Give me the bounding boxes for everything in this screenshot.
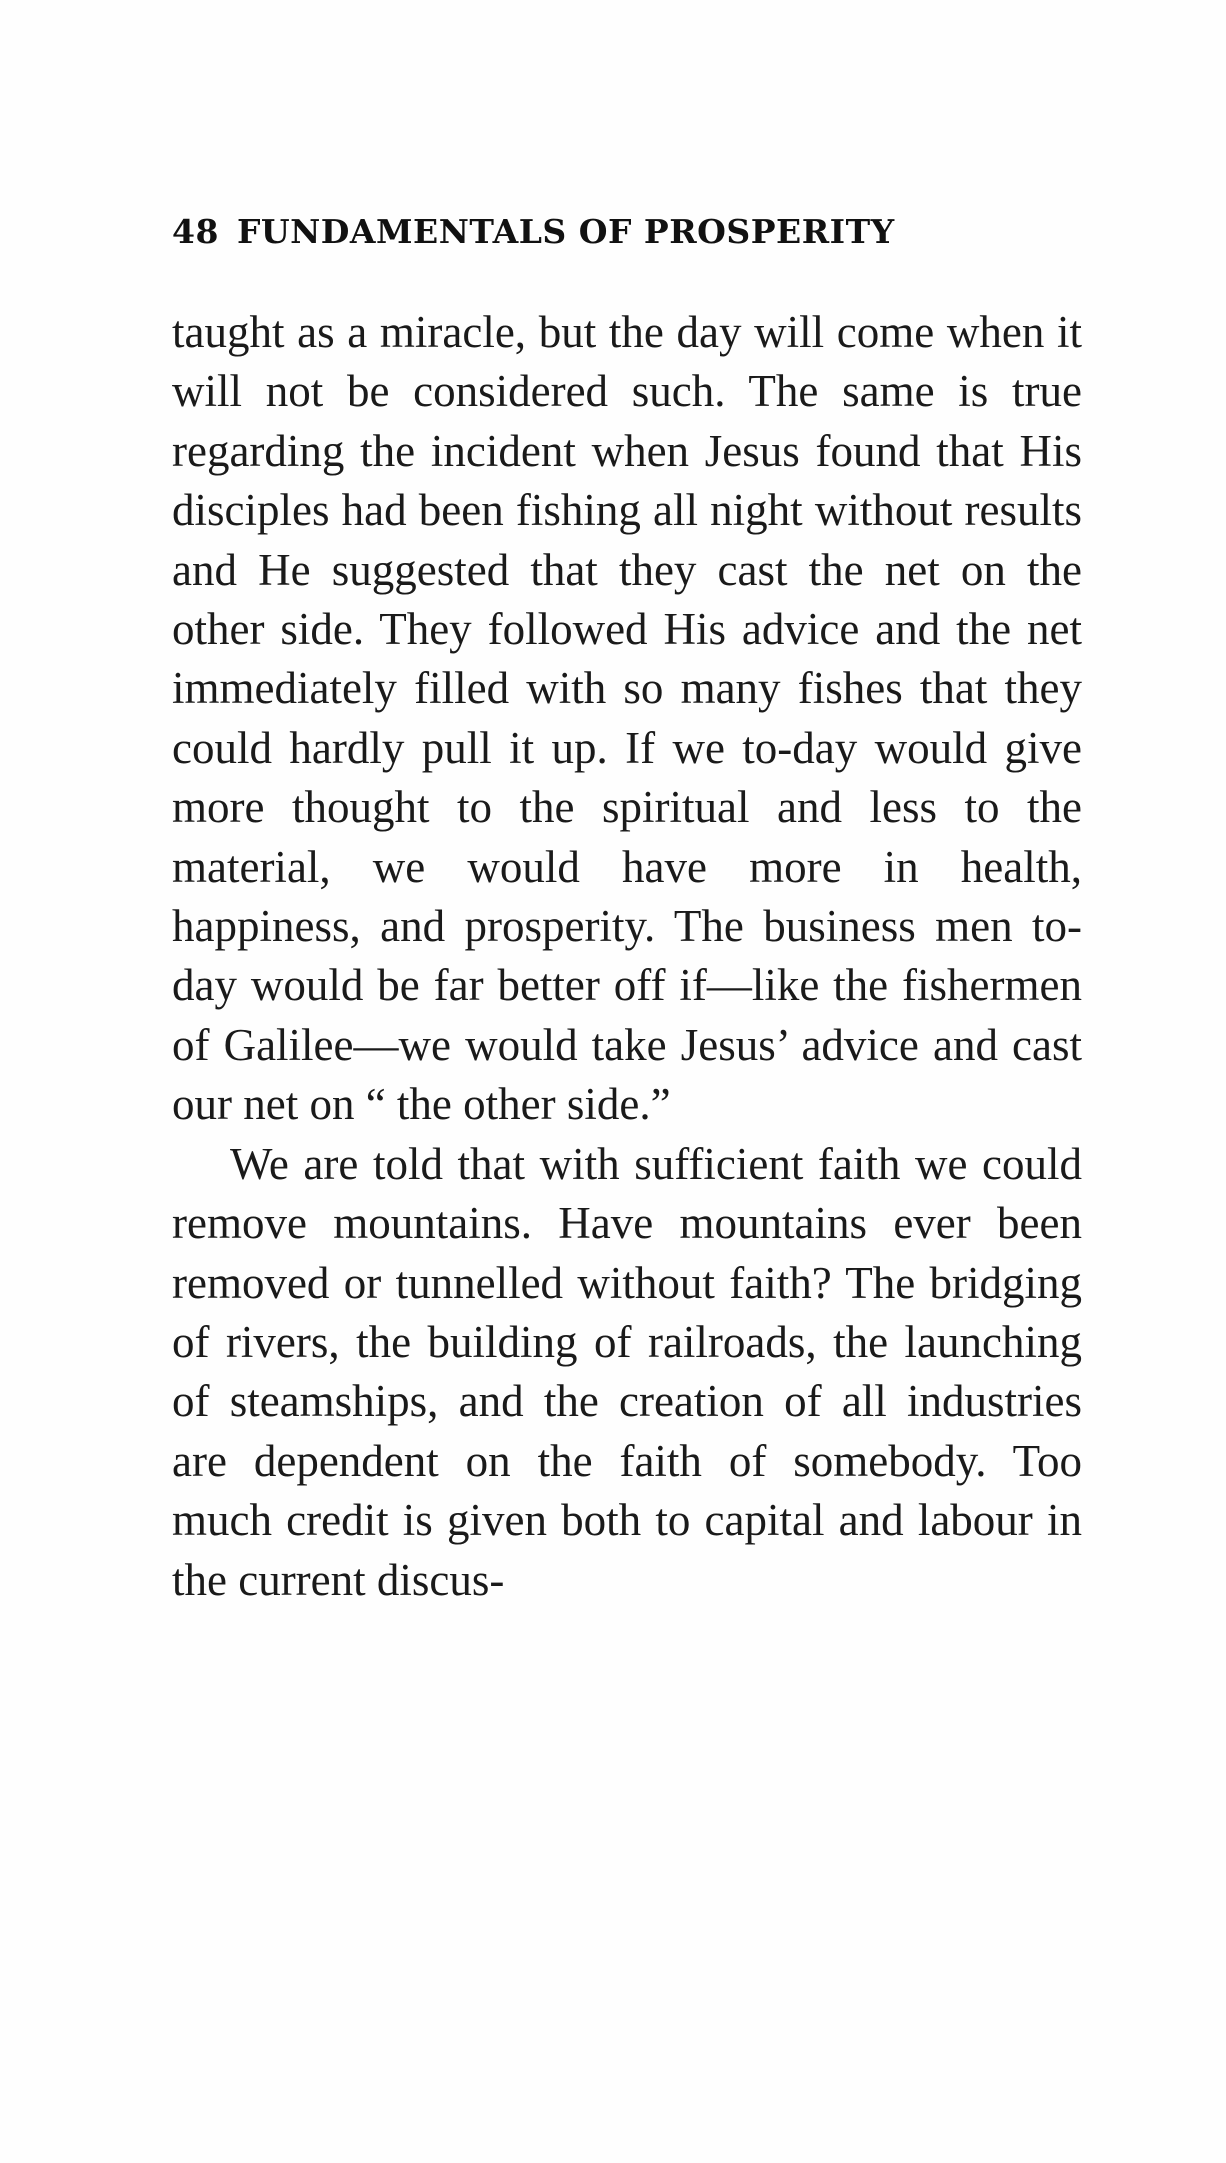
running-header — [172, 212, 1072, 251]
paragraph-faith: We are told that with sufficient faith we could remove mountains. Have mountains ever been removed or tunnelled without faith? The bridging of rivers, the building of railroads, the launching of steamships, and the creation of all industries are dependent on the faith of somebody. Too much credit is given both to capital and labour in the current discus- — [172, 1138, 1082, 1605]
paragraph-continuation: taught as a miracle, but the day will come when it will not be considered such. The same is true regarding the incident when Jesus found that His disciples had been fishing all night without results and He suggested that they cast the net on the other side. They followed His advice and the net immediately filled with so many fishes that they could hardly pull it up. If we to-day would give more thought to the spiritual and less to the material, we would have more in health, happiness, and prosperity. The business men to-day would be far better off if—like the fishermen of Galilee—we would take Jesus’ advice and cast our net on “ the other side.” — [172, 307, 1082, 1130]
body-text — [172, 303, 1082, 1610]
running-title: FUNDAMENTALS OF PROSPERITY — [236, 212, 895, 251]
page-number: 48 — [172, 212, 219, 251]
